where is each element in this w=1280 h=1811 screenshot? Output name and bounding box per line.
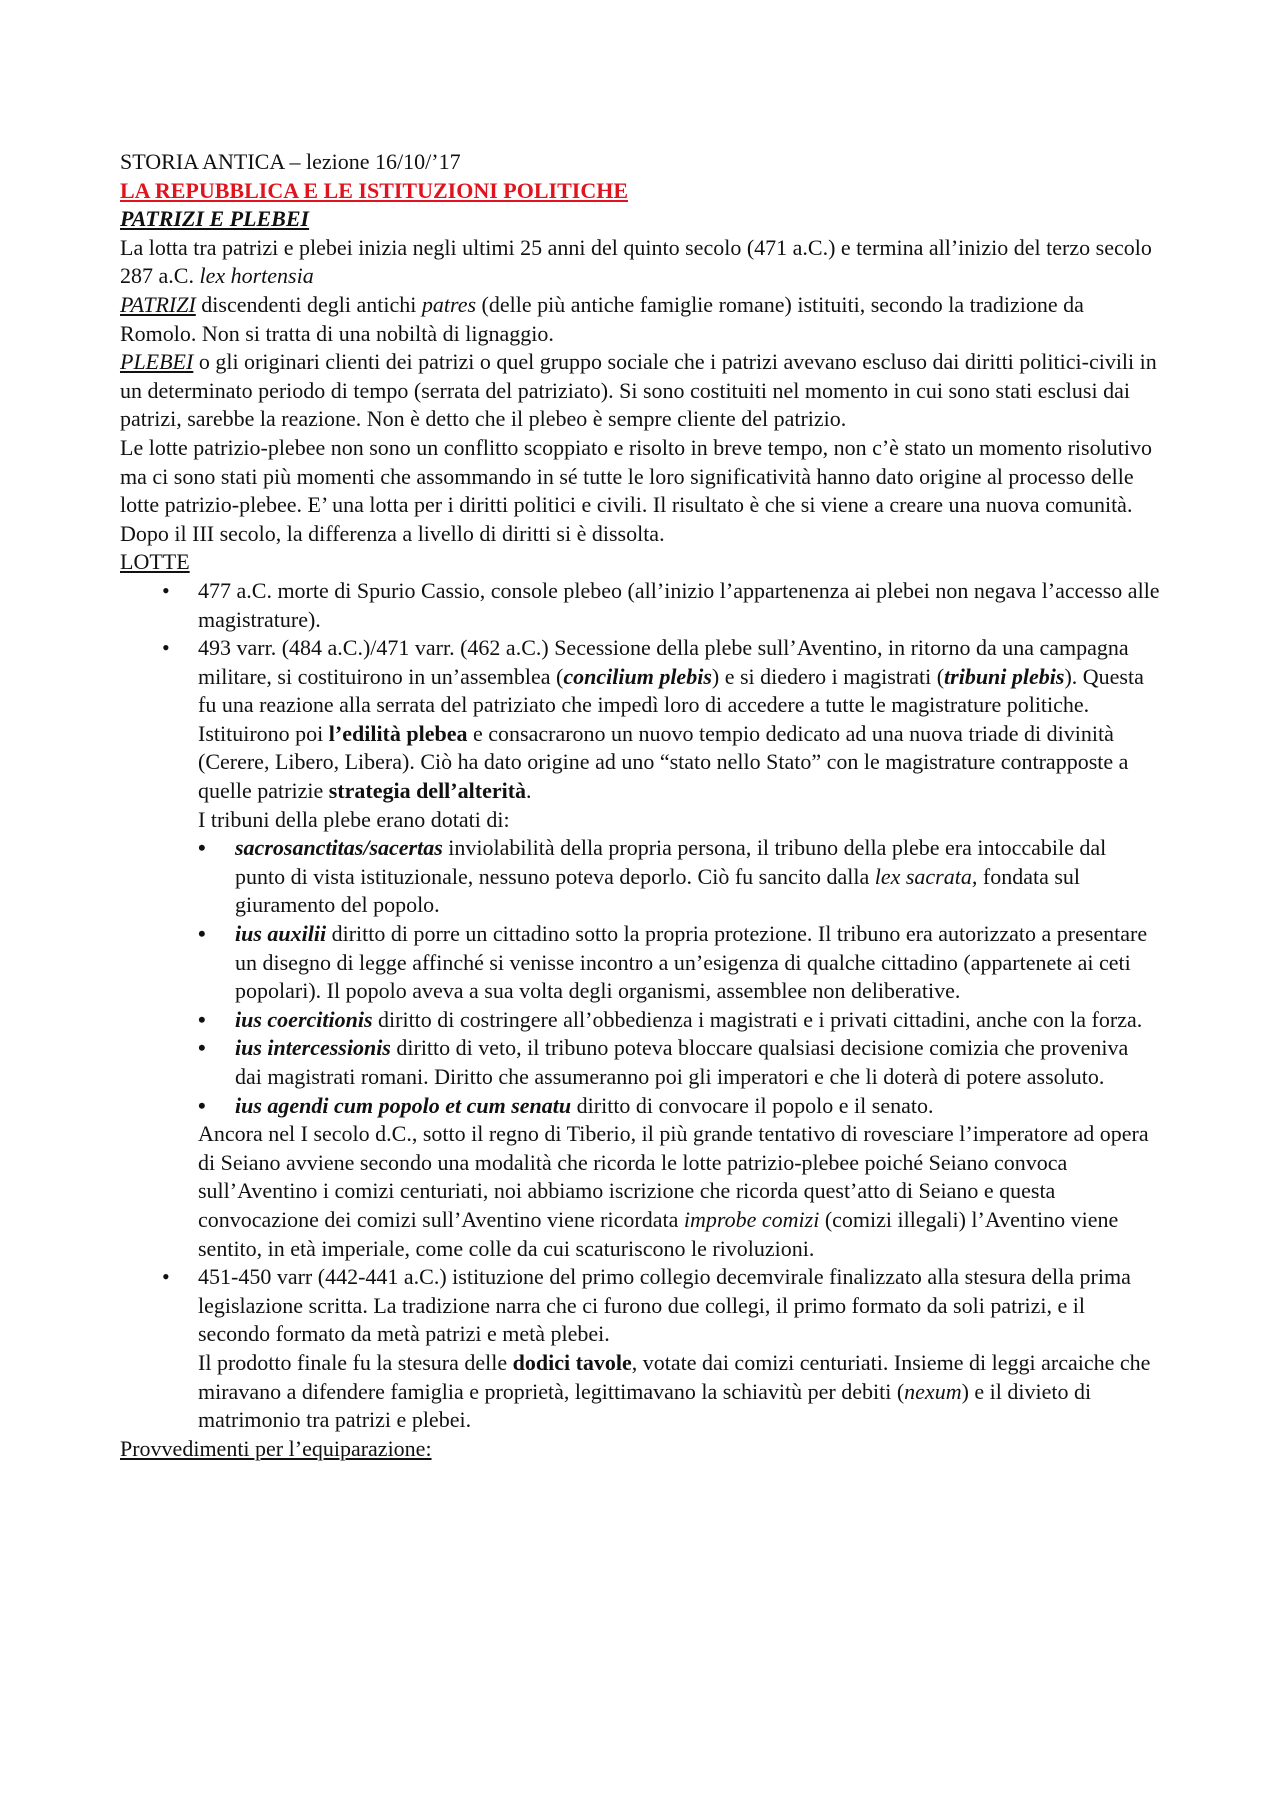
list-item: • 477 a.C. morte di Spurio Cassio, console plebeo (all’inizio l’appartenenza ai plebei non negava l’accesso alle magistrature). xyxy=(162,577,1160,632)
tribuni-intro: I tribuni della plebe erano dotati di: xyxy=(198,806,510,832)
lotte-paragraph: Le lotte patrizio-plebee non sono un conflitto scoppiato e risolto in breve tempo, non c’è stato un momento risolutivo ma ci sono stati più momenti che assommando in sé tutte le loro significatività hanno dato origine al processo delle lotte patrizio-plebee. E’ una lotta per i diritti politici e civili. Il risultato è che si viene a creare una nuova comunità. Dopo il III secolo, la differenza a livello di diritti si è dissolta. xyxy=(120,434,1152,546)
bullet: • xyxy=(162,635,170,661)
bullet: • xyxy=(198,1092,206,1118)
bullet: • xyxy=(198,1035,206,1061)
secessione-paragraph: 493 varr. (484 a.C.)/471 varr. (462 a.C.) Secessione della plebe sull’Aventino, in ritorno da una campagna militare, si costituirono in un’assemblea (concilium plebis) e si diedero i magistrati (tribuni plebis). Questa fu una reazione alla serrata del patriziato che impedì loro di accedere a tutte le magistrature politiche. Istituirono poi l’edilità plebea e consacrarono un nuovo tempio dedicato ad una nuova triade di divinità (Cerere, Libero, Libera). Ciò ha dato origine ad uno “stato nello Stato” con le magistrature contrapposte a quelle patrizie strategia dell’alterità. xyxy=(198,635,1144,804)
page-title: LA REPUBBLICA E LE ISTITUZIONI POLITICHE xyxy=(120,177,628,203)
tribuni-powers-list xyxy=(198,834,1160,1120)
list-item: • sacrosanctitas/sacertas inviolabilità della propria persona, il tribuno della plebe era intoccabile dal punto di vista istituzionale, nessuno poteva deporlo. Ciò fu sancito dalla lex sacrata, fondata sul giuramento del popolo. xyxy=(198,835,1107,918)
bullet: • xyxy=(198,1006,206,1032)
plebei-paragraph: PLEBEI o gli originari clienti dei patrizi o quel gruppo sociale che i patrizi avevano escluso dai diritti politici-civili in un determinato periodo di tempo (serrata del patriziato). Si sono costituiti nel momento in cui sono stati esclusi dai patrizi, sarebbe la reazione. Non è detto che il plebeo è sempre cliente del patrizio. xyxy=(120,349,1157,432)
course-header: STORIA ANTICA – lezione 16/10/’17 xyxy=(120,149,461,174)
bullet: • xyxy=(198,921,206,947)
plebei-label: PLEBEI xyxy=(120,349,194,375)
bullet: • xyxy=(162,1264,170,1290)
section-heading-provvedimenti: Provvedimenti per l’equiparazione: xyxy=(120,1435,432,1461)
list-item: • ius intercessionis diritto di veto, il tribuno poteva bloccare qualsiasi decisione comizia che proveniva dai magistrati romani. Diritto che assumeranno poi gli imperatori e che li doterà di potere assoluto. xyxy=(198,1035,1129,1089)
seiano-paragraph: Ancora nel I secolo d.C., sotto il regno di Tiberio, il più grande tentativo di rovesciare l’imperatore ad opera di Seiano avviene secondo una modalità che ricorda le lotte patrizio-plebee poiché Seiano convoca sull’Aventino i comizi centuriati, noi abbiamo iscrizione che ricorda quest’atto di Seiano e questa convocazione dei comizi sull’Aventino viene ricordata improbe comizi (comizi illegali) l’Aventino viene sentito, in età imperiale, come colle da cui scaturiscono le rivoluzioni. xyxy=(198,1121,1149,1261)
bullet: • xyxy=(198,835,206,861)
list-item: • ius agendi cum popolo et cum senatu diritto di convocare il popolo e il senato. xyxy=(198,1092,1160,1121)
section-heading-lotte: LOTTE xyxy=(120,549,190,575)
list-item xyxy=(120,1263,1160,1435)
decemviri-paragraph: 451-450 varr (442-441 a.C.) istituzione del primo collegio decemvirale finalizzato alla stesura della prima legislazione scritta. La tradizione narra che ci furono due collegi, il primo formato da soli patrizi, e il secondo formato da metà patrizi e metà plebei. xyxy=(198,1264,1131,1347)
intro-paragraph: La lotta tra patrizi e plebei inizia negli ultimi 25 anni del quinto secolo (471 a.C.) e termina all’inizio del terzo secolo 287 a.C. lex hortensia xyxy=(120,234,1152,289)
patrizi-paragraph: PATRIZI discendenti degli antichi patres (delle più antiche famiglie romane) istituiti, secondo la tradizione da Romolo. Non si tratta di una nobiltà di lignaggio. xyxy=(120,291,1084,346)
document-page xyxy=(120,148,1160,1463)
dodici-tavole-paragraph: Il prodotto finale fu la stesura delle dodici tavole, votate dai comizi centuriati. Insieme di leggi arcaiche che miravano a difendere famiglia e proprietà, legittimavano la schiavitù per debiti (nexum) e il divieto di matrimonio tra patrizi e plebei. xyxy=(198,1349,1151,1433)
patrizi-label: PATRIZI xyxy=(120,291,196,317)
bullet: • xyxy=(162,577,170,603)
list-item: • ius coercitionis diritto di costringere all’obbedienza i magistrati e i privati cittadini, anche con la forza. xyxy=(198,1006,1160,1035)
list-item: • ius auxilii diritto di porre un cittadino sotto la propria protezione. Il tribuno era autorizzato a presentare un disegno di legge affinché si venisse incontro a un’esigenza di qualche cittadino (appartenete ai ceti popolari). Il popolo aveva a sua volta degli organismi, assemblee non deliberative. xyxy=(198,921,1148,1004)
list-item xyxy=(120,634,1160,1263)
lotte-list xyxy=(120,577,1160,1435)
section-heading-patrizi-plebei: PATRIZI E PLEBEI xyxy=(120,206,310,232)
